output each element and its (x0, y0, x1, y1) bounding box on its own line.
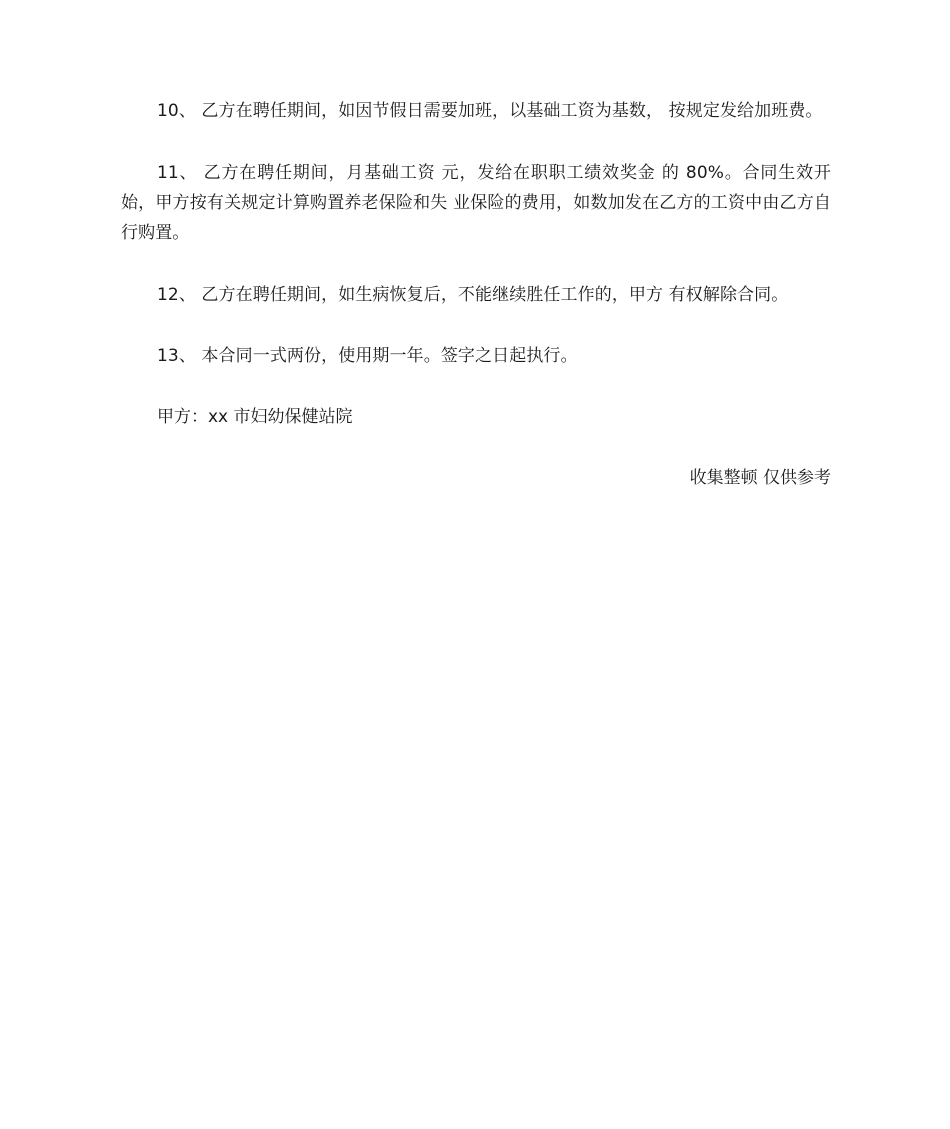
reference-note: 收集整顿 仅供参考 (689, 468, 831, 488)
clause-10: 10、 乙方在聘任期间，如因节假日需要加班，以基础工资为基数， 按规定发给加班费。 (157, 101, 823, 121)
document-body (121, 96, 831, 493)
clause-12: 12、 乙方在聘任期间，如生病恢复后，不能继续胜任工作的，甲方 有权解除合同。 (157, 285, 789, 305)
clause-13: 13、 本合同一式两份，使用期一年。签字之日起执行。 (157, 346, 578, 366)
party-a-line: 甲方：xx 市妇幼保健站院 (157, 407, 353, 427)
clause-11: 11、 乙方在聘任期间，月基础工资 元，发给在职职工绩效奖金 的 80%。合同生效开始，甲方按有关规定计算购置养老保险和失 业保险的费用，如数加发在乙方的工资中由乙方自行购置。 (121, 163, 831, 243)
